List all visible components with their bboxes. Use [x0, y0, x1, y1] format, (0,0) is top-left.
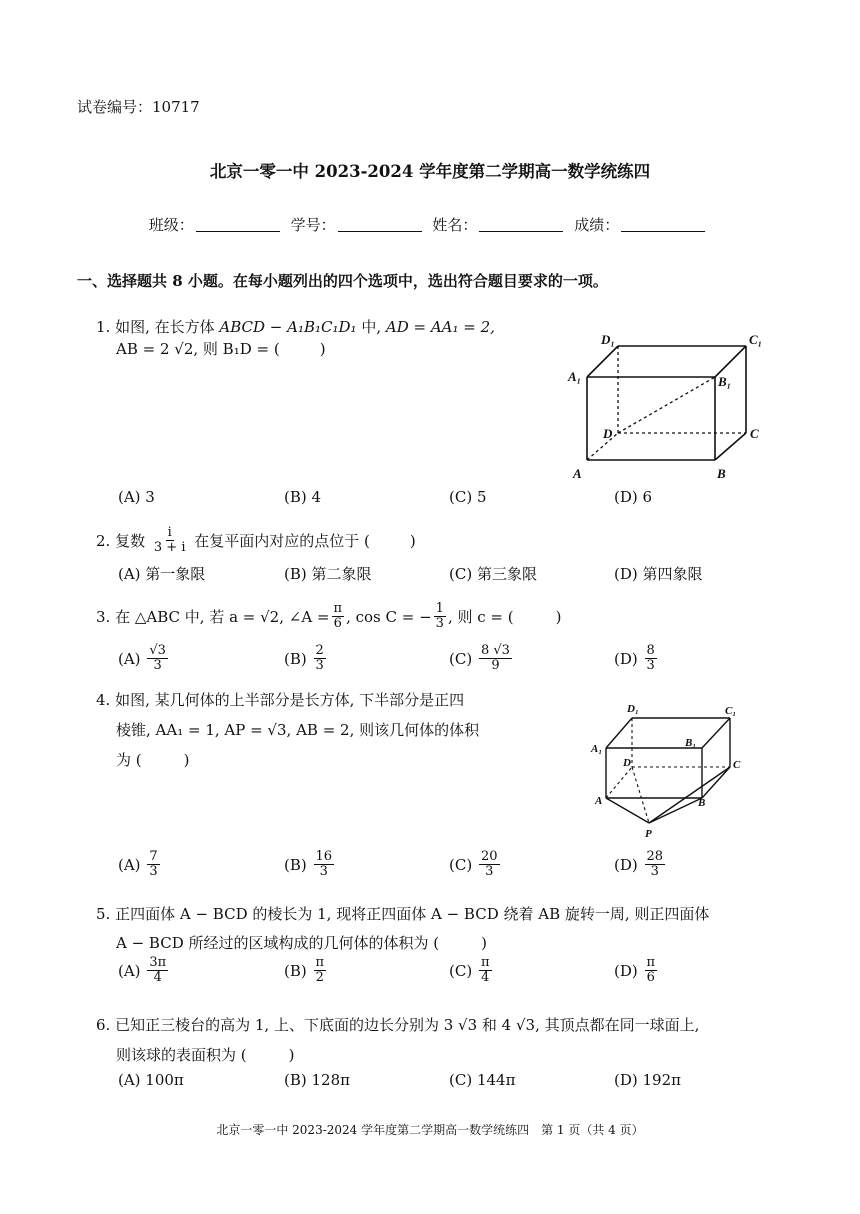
- q1-option-d[interactable]: (D) 6: [614, 488, 653, 506]
- exam-serial: 试卷编号：10717: [77, 98, 200, 116]
- q2-text-b: 在复平面内对应的点位于 (: [194, 531, 370, 550]
- q5-line-1: 正四面体 A − BCD 的棱长为 1, 现将正四面体 A − BCD 绕着 AB 旋转一周, 则正四面体: [115, 905, 710, 923]
- q1-label-d: D: [603, 426, 613, 441]
- q6-line-2: 则该球的表面积为 (: [116, 1046, 247, 1064]
- question-1: [96, 316, 556, 360]
- q1-close: ): [319, 340, 326, 358]
- q3-text-b: , cos C = −: [346, 607, 432, 626]
- q1-label-b: B: [717, 466, 726, 481]
- q3-close: ): [555, 607, 562, 626]
- page-footer: 北京一零一中 2023-2024 学年度第二学期高一数学统练四 第 1 页（共 4 页）: [216, 1123, 644, 1137]
- q6-option-a[interactable]: (A) 100π: [118, 1071, 184, 1089]
- score-label: 成绩：: [574, 216, 620, 234]
- q4-label-a1: A₁: [591, 743, 603, 755]
- q2-text-a: 复数: [115, 531, 146, 550]
- q4-options: [118, 850, 798, 886]
- q3-fraction-cos: $\frac{1}{3}$: [435, 601, 444, 631]
- q1-label-b1: B₁: [718, 374, 732, 389]
- q4-label-d: D: [623, 757, 631, 769]
- student-id-label: 学号：: [290, 216, 336, 234]
- class-blank[interactable]: [196, 231, 280, 232]
- q1-label-a1: A₁: [568, 369, 582, 384]
- q5-option-b[interactable]: (B) $\frac{\pi}{2}$: [284, 955, 325, 985]
- q4-label-p: P: [645, 828, 652, 840]
- q2-close: ): [409, 531, 416, 550]
- q2-number: 2.: [96, 531, 111, 550]
- q5-option-c[interactable]: (C) $\frac{\pi}{4}$: [449, 955, 490, 985]
- q5-close: ): [481, 934, 487, 952]
- q2-options: [118, 563, 798, 593]
- q4-number: 4.: [96, 691, 111, 709]
- q4-option-c[interactable]: (C) $\frac{20}{3}$: [449, 849, 498, 879]
- q5-option-a[interactable]: (A) $\frac{3\pi}{4}$: [118, 955, 167, 985]
- q3-text-a: 在 △ABC 中, 若 a = √2, ∠A =: [115, 607, 330, 626]
- q2-option-b[interactable]: (B) 第二象限: [284, 565, 372, 583]
- q6-option-c[interactable]: (C) 144π: [449, 1071, 516, 1089]
- q4-close: ): [183, 751, 190, 769]
- score-blank[interactable]: [621, 231, 705, 232]
- class-label: 班级：: [148, 216, 194, 234]
- question-3: [96, 602, 561, 631]
- question-2: [96, 526, 416, 555]
- q1-label-c: C: [750, 426, 759, 441]
- q3-options: [118, 644, 798, 680]
- q1-text-b: 中,: [356, 318, 386, 336]
- q6-options: [118, 1071, 798, 1101]
- q4-line-1: 如图, 某几何体的上半部分是长方体, 下半部分是正四: [115, 691, 465, 709]
- q1-condition-a: AD = AA₁ = 2,: [385, 318, 495, 336]
- q4-label-c1: C₁: [725, 705, 737, 717]
- q4-line-2: 棱锥, AA₁ = 1, AP = √3, AB = 2, 则该几何体的体积: [116, 721, 480, 739]
- q4-label-a: A: [595, 795, 603, 807]
- q4-option-d[interactable]: (D) $\frac{28}{3}$: [614, 849, 664, 879]
- q1-options: [118, 488, 798, 518]
- section-title: 一、选择题共 8 小题。在每小题列出的四个选项中，选出符合题目要求的一项。: [77, 272, 608, 290]
- q6-option-d[interactable]: (D) 192π: [614, 1071, 681, 1089]
- q6-line-1: 已知正三棱台的高为 1, 上、下底面的边长分别为 3 √3 和 4 √3, 其顶点都在同一球面上,: [115, 1016, 700, 1034]
- q3-fraction-angle: $\frac{\pi}{6}$: [333, 601, 343, 631]
- name-label: 姓名：: [432, 216, 478, 234]
- student-info-row: [0, 214, 860, 235]
- q5-options: [118, 956, 798, 992]
- q1-number: 1.: [96, 318, 111, 336]
- q4-label-d1: D₁: [627, 703, 639, 715]
- q1-label-d1: D₁: [601, 332, 615, 347]
- q3-number: 3.: [96, 607, 111, 626]
- q3-option-d[interactable]: (D) $\frac{8}{3}$: [614, 643, 655, 673]
- q2-option-d[interactable]: (D) 第四象限: [614, 565, 703, 583]
- q3-option-c[interactable]: (C) $\frac{8 √3}{9}$: [449, 643, 510, 673]
- q4-option-a[interactable]: (A) $\frac{7}{3}$: [118, 849, 158, 879]
- q4-option-b[interactable]: (B) $\frac{16}{3}$: [284, 849, 333, 879]
- q6-close: ): [288, 1046, 295, 1064]
- q1-option-b[interactable]: (B) 4: [284, 488, 322, 506]
- q1-label-c1: C₁: [749, 332, 763, 347]
- question-5: [96, 900, 796, 958]
- q5-line-2: A − BCD 所经过的区域构成的几何体的体积为 (: [116, 934, 440, 952]
- q3-option-b[interactable]: (B) $\frac{2}{3}$: [284, 643, 324, 673]
- q3-text-c: , 则 c = (: [447, 607, 514, 626]
- page-title: 北京一零一中 2023-2024 学年度第二学期高一数学统练四: [209, 162, 651, 181]
- q4-label-b1: B₁: [685, 737, 697, 749]
- name-blank[interactable]: [479, 231, 563, 232]
- q5-option-d[interactable]: (D) $\frac{\pi}{6}$: [614, 955, 656, 985]
- q2-option-c[interactable]: (C) 第三象限: [449, 565, 537, 583]
- q2-option-a[interactable]: (A) 第一象限: [118, 565, 206, 583]
- q1-cuboid-figure: [565, 328, 775, 483]
- q1-text-a: 如图, 在长方体: [115, 318, 220, 336]
- q5-number: 5.: [96, 905, 111, 923]
- q1-label-a: A: [573, 466, 582, 481]
- q1-condition-b: AB = 2 √2, 则 B₁D = (: [116, 340, 280, 358]
- q4-composite-solid-figure: [585, 698, 760, 843]
- q1-option-a[interactable]: (A) 3: [118, 488, 155, 506]
- question-6: [96, 1010, 796, 1070]
- q4-label-c: C: [733, 759, 741, 771]
- q6-number: 6.: [96, 1016, 111, 1034]
- student-id-blank[interactable]: [338, 231, 422, 232]
- q4-line-3: 为 (: [116, 751, 142, 769]
- question-4: [96, 685, 556, 775]
- q1-solid: ABCD − A₁B₁C₁D₁: [219, 318, 357, 336]
- q2-fraction: $\frac{i}{3 + i}$: [153, 525, 186, 555]
- q3-option-a[interactable]: (A) $\frac{√3}{3}$: [118, 643, 166, 673]
- q1-option-c[interactable]: (C) 5: [449, 488, 487, 506]
- q6-option-b[interactable]: (B) 128π: [284, 1071, 350, 1089]
- q4-label-b: B: [698, 797, 706, 809]
